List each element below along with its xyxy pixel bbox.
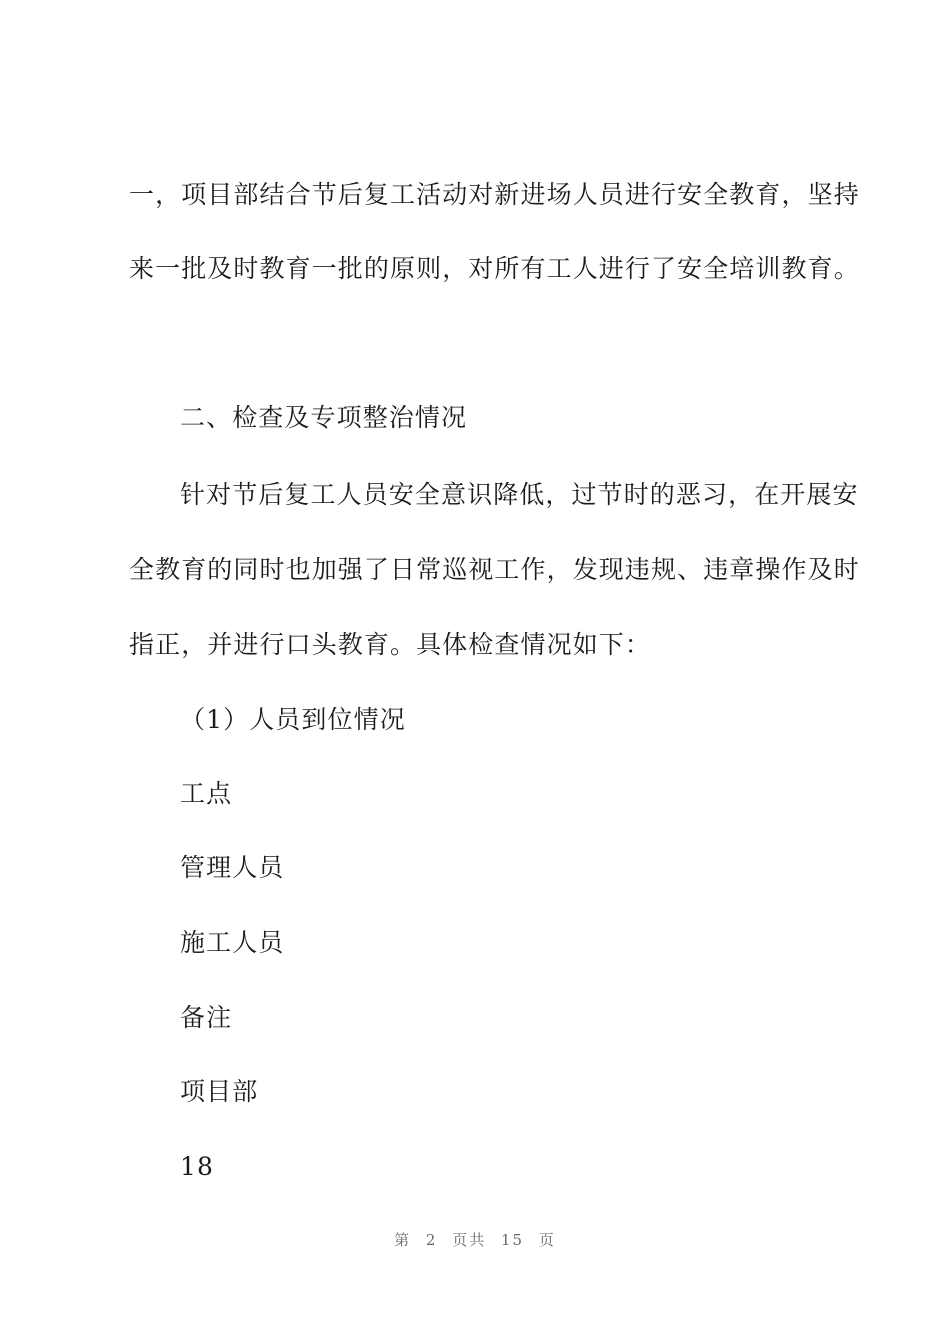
footer-prefix: 第 xyxy=(394,1231,412,1249)
paragraph-line-2: 来一批及时教育一批的原则，对所有工人进行了安全培训教育。 xyxy=(129,254,860,283)
footer-current-page: 2 xyxy=(425,1231,438,1249)
subsection-heading: （1）人员到位情况 xyxy=(180,705,406,734)
table-cell-project-dept: 项目部 xyxy=(180,1077,259,1106)
footer-total-pages: 15 xyxy=(501,1231,525,1249)
table-cell-workers: 施工人员 xyxy=(180,928,285,957)
paragraph-line-4: 全教育的同时也加强了日常巡视工作，发现违规、违章操作及时 xyxy=(129,555,860,584)
footer-mid: 页共 xyxy=(452,1231,487,1249)
footer-suffix: 页 xyxy=(538,1231,556,1249)
table-cell-worksite: 工点 xyxy=(180,779,233,808)
page-footer xyxy=(0,1229,950,1250)
table-cell-value: 18 xyxy=(180,1152,215,1181)
table-cell-remarks: 备注 xyxy=(180,1003,233,1032)
table-cell-managers: 管理人员 xyxy=(180,853,285,882)
paragraph-line-5: 指正，并进行口头教育。具体检查情况如下： xyxy=(129,630,652,659)
paragraph-line-1: 一，项目部结合节后复工活动对新进场人员进行安全教育，坚持 xyxy=(129,180,860,209)
paragraph-line-3: 针对节后复工人员安全意识降低，过节时的恶习，在开展安 xyxy=(180,480,859,509)
section-heading: 二、检查及专项整治情况 xyxy=(180,403,468,432)
